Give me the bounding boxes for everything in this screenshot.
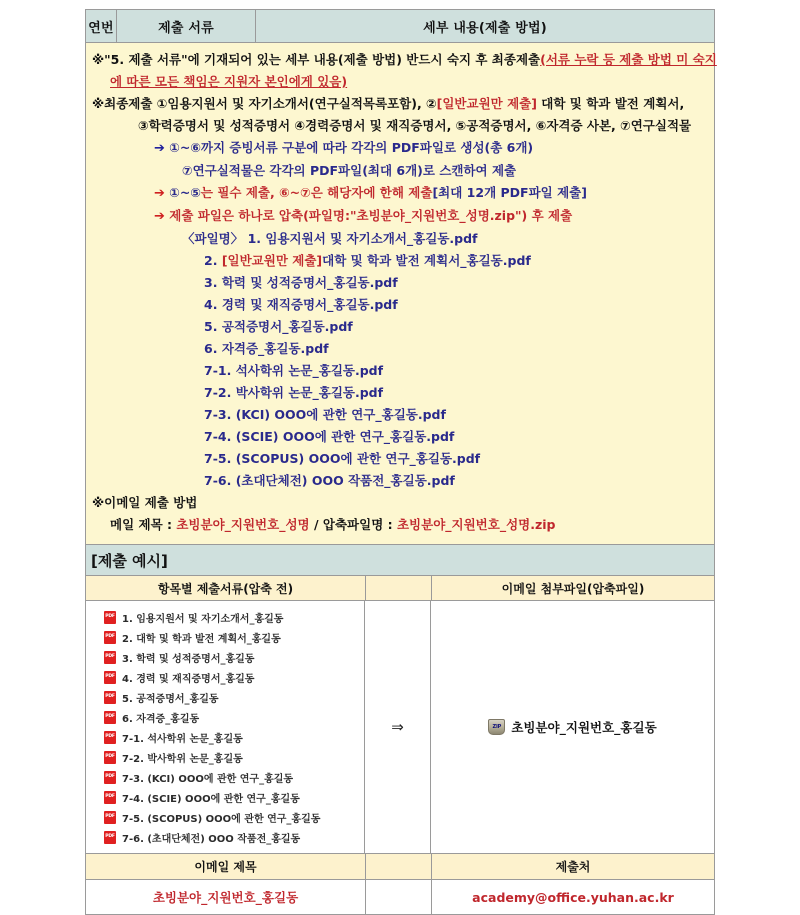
pdf-icon	[104, 611, 116, 624]
filename-text-3: 경력 및 재직증명서_홍길동.pdf	[221, 297, 398, 312]
filename-red-1: [일반교원만 제출]	[221, 253, 323, 268]
filename-num-6: 7-1.	[204, 363, 236, 378]
filename-row-4	[86, 316, 714, 338]
example-table-header	[86, 576, 714, 601]
example-section-title: [제출 예시]	[86, 545, 714, 576]
final-submit-red-tag: [일반교원만 제출]	[436, 96, 537, 111]
example-table-body	[86, 601, 714, 854]
email-zipname-value: 초빙분야_지원번호_성명.zip	[396, 517, 556, 532]
filename-row-8	[86, 404, 714, 426]
column-header-number: 연번	[86, 10, 117, 42]
list-item	[104, 767, 364, 787]
filename-num-8: 7-3.	[204, 407, 236, 422]
filename-list-first	[86, 228, 714, 250]
submission-guide-table	[85, 9, 715, 915]
zip-file-row	[488, 718, 656, 736]
final-submit-line-2	[86, 115, 714, 137]
footer-header-right: 제출처	[555, 860, 591, 874]
final-submit-suffix: 대학 및 학과 발전 계획서,	[536, 96, 685, 111]
list-item	[104, 687, 364, 707]
filename-text-10: (SCOPUS) OOO에 관한 연구_홍길동.pdf	[235, 451, 481, 466]
file-label: 7-1. 석사학위 논문_홍길동	[122, 733, 243, 745]
email-zipname-label: 압축파일명 :	[322, 517, 397, 532]
list-item	[104, 667, 364, 687]
final-submit-line-2-text: ③학력증명서 및 성적증명서 ④경력증명서 및 재직증명서, ⑤공적증명서, ⑥자격증 사본, ⑦연구실적물	[138, 118, 692, 133]
filename-text-6: 석사학위 논문_홍길동.pdf	[235, 363, 384, 378]
filename-row-11	[86, 470, 714, 492]
bullet-2-red-1: 는 필수 제출, ⑥~⑦은	[200, 185, 328, 200]
file-label: 4. 경력 및 재직증명서_홍길동	[122, 673, 255, 685]
email-subject-value: 초빙분야_지원번호_성명	[176, 517, 310, 532]
example-zip-result	[431, 601, 714, 853]
filename-num-7: 7-2.	[204, 385, 236, 400]
file-label: 2. 대학 및 학과 발전 계획서_홍길동	[122, 633, 281, 645]
bullet-2-blue-1: ①~⑤	[169, 185, 201, 200]
filename-num-3: 4.	[204, 297, 222, 312]
pdf-icon	[104, 671, 116, 684]
email-separator: /	[309, 517, 323, 532]
list-item	[104, 647, 364, 667]
filename-num-1: 2.	[204, 253, 222, 268]
filename-num-10: 7-5.	[204, 451, 236, 466]
bullet-3-text: 제출 파일은 하나로 압축(파일명:"초빙분야_지원번호_성명.zip") 후 제출	[169, 208, 573, 223]
list-item	[104, 827, 364, 847]
filename-row-7	[86, 382, 714, 404]
pdf-icon	[104, 751, 116, 764]
bullet-1-text: ①~⑥까지 증빙서류 구분에 따라 각각의 PDF파일로 생성(총 6개)	[169, 140, 534, 155]
arrow-red-icon-1: ➔	[154, 186, 165, 201]
bullet-1-sub	[86, 160, 714, 182]
bullet-2-tail: [최대 12개 PDF파일 제출]	[432, 185, 587, 200]
file-label: 1. 임용지원서 및 자기소개서_홍길동	[122, 613, 284, 625]
compress-arrow-icon: ⇒	[365, 601, 431, 853]
email-method-heading	[86, 492, 714, 514]
list-item	[104, 607, 364, 627]
file-label: 7-5. (SCOPUS) OOO에 관한 연구_홍길동	[122, 813, 321, 825]
pdf-icon	[104, 811, 116, 824]
column-header-detail: 세부 내용(제출 방법)	[423, 20, 547, 36]
email-subject-label: 메일 제목 :	[110, 517, 177, 532]
footer-email-subject: 초빙분야_지원번호_홍길동	[86, 880, 366, 914]
filename-text-7: 박사학위 논문_홍길동.pdf	[235, 385, 384, 400]
file-label: 7-2. 박사학위 논문_홍길동	[122, 753, 243, 765]
email-method-detail	[86, 514, 714, 536]
filename-row-5	[86, 338, 714, 360]
file-label: 5. 공적증명서_홍길동	[122, 693, 219, 705]
pdf-icon	[104, 711, 116, 724]
file-label: 3. 학력 및 성적증명서_홍길동	[122, 653, 255, 665]
pdf-icon	[104, 771, 116, 784]
filename-row-10	[86, 448, 714, 470]
final-submit-prefix: ※최종제출 ①임용지원서 및 자기소개서(연구실적목록포함), ②	[92, 96, 437, 111]
list-item	[104, 807, 364, 827]
footer-value-row	[86, 880, 714, 914]
file-label: 7-3. (KCI) OOO에 관한 연구_홍길동	[122, 773, 294, 785]
notice-line-2	[86, 71, 714, 93]
filename-text-9: (SCIE) OOO에 관한 연구_홍길동.pdf	[235, 429, 455, 444]
pdf-icon	[104, 691, 116, 704]
list-item	[104, 787, 364, 807]
email-method-heading-text: ※이메일 제출 방법	[92, 495, 198, 510]
notice-line-1-red: (서류 누락 등 제출 방법 미 숙지	[540, 52, 717, 67]
pdf-icon	[104, 731, 116, 744]
arrow-blue-icon: ➔	[154, 141, 165, 156]
notice-body-cell	[86, 43, 717, 545]
file-label: 6. 자격증_홍길동	[122, 713, 200, 725]
bullet-2	[86, 182, 714, 205]
zip-icon	[488, 719, 505, 735]
notice-line-1-black: ※"5. 제출 서류"에 기재되어 있는 세부 내용(제출 방법) 반드시 숙지 후 최종제출	[92, 52, 541, 67]
example-file-list	[86, 601, 365, 853]
footer-submission-email: academy@office.yuhan.ac.kr	[472, 889, 674, 905]
arrow-red-icon-2: ➔	[154, 209, 165, 224]
list-item	[104, 627, 364, 647]
footer-header-mid	[366, 854, 432, 879]
filename-num-2: 3.	[204, 275, 222, 290]
filename-text-8: (KCI) OOO에 관한 연구_홍길동.pdf	[235, 407, 446, 422]
final-submit-line-1	[86, 93, 714, 115]
footer-value-mid	[366, 880, 432, 914]
filename-row-9	[86, 426, 714, 448]
pdf-icon	[104, 831, 116, 844]
bullet-2-red-2: 해당자에 한해 제출	[327, 185, 433, 200]
notice-line-2-red: 에 따른 모든 책임은 지원자 본인에게 있음)	[110, 74, 348, 89]
filename-text-5: 자격증_홍길동.pdf	[221, 341, 329, 356]
filename-text-11: (초대단체전) OOO 작품전_홍길동.pdf	[235, 473, 455, 488]
example-header-mid	[366, 576, 432, 600]
file-label: 7-6. (초대단체전) OOO 작품전_홍길동	[122, 833, 301, 845]
pdf-icon	[104, 631, 116, 644]
filename-text-1: 대학 및 학과 발전 계획서_홍길동.pdf	[322, 253, 531, 268]
filename-label: 〈파일명〉	[182, 231, 244, 246]
filename-text-4: 공적증명서_홍길동.pdf	[221, 319, 353, 334]
pdf-icon	[104, 651, 116, 664]
example-header-right: 이메일 첨부파일(압축파일)	[501, 581, 645, 596]
footer-header-row	[86, 854, 714, 880]
filename-row-1	[86, 250, 714, 272]
filename-row-3	[86, 294, 714, 316]
pdf-icon	[104, 791, 116, 804]
zip-file-label: 초빙분야_지원번호_홍길동	[511, 720, 657, 735]
list-item	[104, 747, 364, 767]
filename-num-0: 1.	[247, 231, 266, 246]
footer-header-left: 이메일 제목	[86, 854, 366, 879]
filename-num-9: 7-4.	[204, 429, 236, 444]
filename-num-11: 7-6.	[204, 473, 236, 488]
filename-text-2: 학력 및 성적증명서_홍길동.pdf	[221, 275, 398, 290]
column-header-document: 제출 서류	[117, 10, 256, 42]
example-header-left: 항목별 제출서류(압축 전)	[86, 576, 366, 600]
list-item	[104, 707, 364, 727]
file-label: 7-4. (SCIE) OOO에 관한 연구_홍길동	[122, 793, 300, 805]
bullet-3	[86, 205, 714, 228]
list-item	[104, 727, 364, 747]
notice-line-1	[86, 49, 717, 71]
filename-row-2	[86, 272, 714, 294]
filename-row-6	[86, 360, 714, 382]
filename-num-5: 6.	[204, 341, 222, 356]
bullet-1	[86, 137, 714, 160]
table-header-row	[86, 10, 714, 43]
filename-text-0: 임용지원서 및 자기소개서_홍길동.pdf	[265, 231, 478, 246]
filename-num-4: 5.	[204, 319, 222, 334]
bullet-1-sub-text: ⑦연구실적물은 각각의 PDF파일(최대 6개)로 스캔하여 제출	[182, 163, 517, 178]
